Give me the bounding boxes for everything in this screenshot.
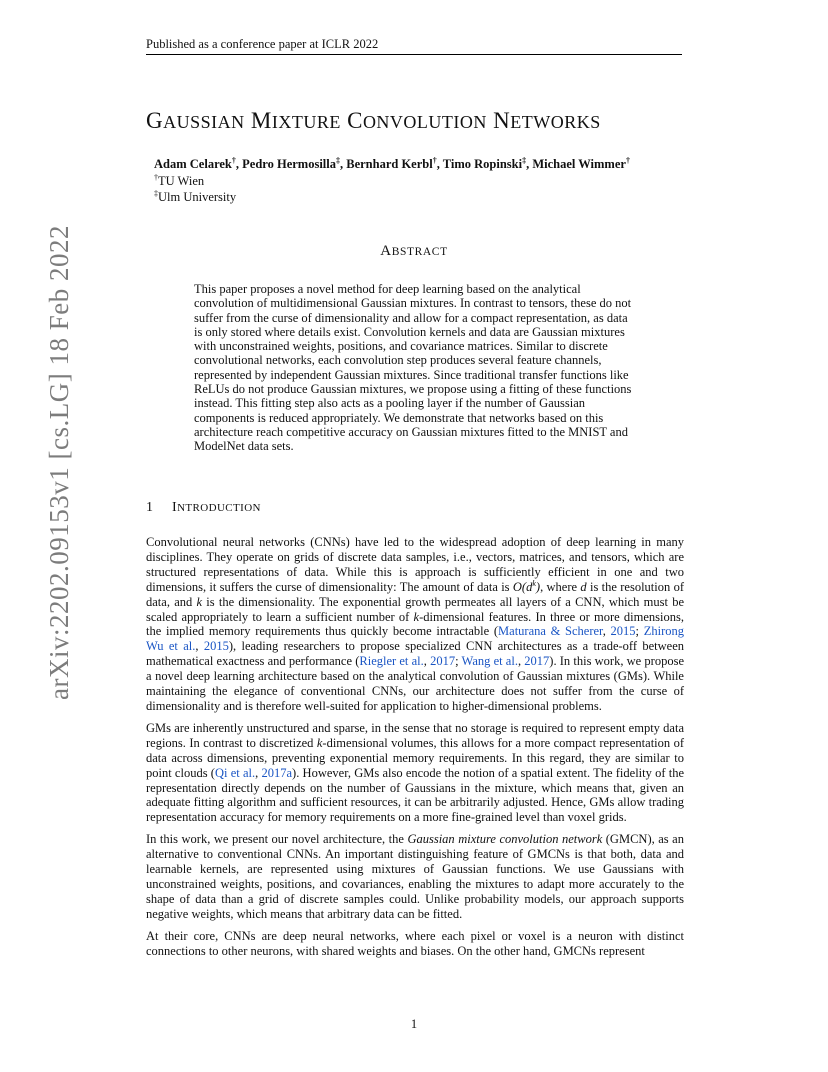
introduction-body	[146, 535, 684, 965]
arxiv-identifier-stamp: arXiv:2202.09153v1 [cs.LG] 18 Feb 2022	[44, 225, 74, 700]
affiliation-ulm: ‡Ulm University	[154, 188, 237, 204]
citation-link[interactable]: Zhirong Wu et al.	[146, 624, 684, 654]
author-name: Adam Celarek	[154, 157, 232, 171]
citation-link[interactable]: Riegler et al.	[359, 654, 424, 669]
author-name: Timo Ropinski	[442, 157, 523, 171]
section-number: 1	[146, 500, 154, 515]
paragraph: In this work, we present our novel architecture, the Gaussian mixture convolution network (GMCN), as an alternative to conventional CNNs. An important distinguishing feature of GMCNs is that both, data and learnable kernels, are represented using mixtures of Gaussian functions. We use Gaussians with unconstrained weights, positions, and covariances, enabling the mixtures to adapt more accurately to the shape of data than a grid of discrete samples could. Unlike probability models, our approach supports negative weights, which means that arbitrary data can be fitted.	[146, 832, 684, 921]
citation-link[interactable]: Maturana & Scherer	[498, 624, 603, 639]
author-list: Adam Celarek†, Pedro Hermosilla‡, Bernhard Kerbl†, Timo Ropinski‡, Michael Wimmer†	[154, 155, 630, 171]
author-name: Pedro Hermosilla	[242, 157, 336, 171]
paragraph: At their core, CNNs are deep neural networks, where each pixel or voxel is a neuron with distinct connections to other neurons, with shared weights and biases. On the other hand, GMCNs represent	[146, 928, 684, 958]
section-title: INTRODUCTION	[172, 500, 261, 515]
citation-link[interactable]: Qi et al.	[214, 765, 256, 780]
running-header: Published as a conference paper at ICLR 2022	[146, 36, 682, 55]
author-name: Bernhard Kerbl	[346, 157, 433, 171]
paper-title: GAUSSIAN MIXTURE CONVOLUTION NETWORKS	[146, 108, 601, 133]
author-name: Michael Wimmer	[532, 157, 626, 171]
citation-link[interactable]: 2015	[203, 639, 229, 654]
citation-link[interactable]: Wang et al.	[461, 654, 518, 669]
citation-link[interactable]: 2017	[430, 654, 456, 669]
citation-link[interactable]: 2017a	[261, 765, 293, 780]
paragraph: GMs are inherently unstructured and sparse, in the sense that no storage is required to represent empty data regions. In contrast to discretized k-dimensional volumes, this allows for a more compact representation of data across dimensions, preventing exponential memory requirements. In this regard, they are similar to point clouds (Qi et al., 2017a). However, GMs also encode the notion of a spatial extent. The fidelity of the representation directly depends on the number of Gaussians in the mixture, which means that, given an adequate fitting algorithm and sufficient resources, it can be arbitrarily adjusted. Hence, GMs allow trading representation accuracy for memory requirements on a more fine-grained level than voxel grids.	[146, 720, 685, 825]
affiliation-tu-wien: †TU Wien	[154, 172, 205, 188]
section-heading-introduction	[146, 500, 261, 516]
citation-link[interactable]: 2017	[524, 654, 550, 669]
page-number: 1	[410, 1017, 418, 1031]
abstract-text: This paper proposes a novel method for deep learning based on the analytical convolution of multidimensional Gaussian mixtures. In contrast to tensors, these do not suffer from the curse of dimensionality and allow for a compact representation, as data is only stored where details exist. Convolution kernels and data are Gaussian mixtures with unconstrained weights, positions, and covariance matrices. Similar to discrete convolutional networks, each convolution step produces several feature channels, represented by independent Gaussian mixtures. Since traditional transfer functions like ReLUs do not produce Gaussian mixtures, we propose using a fitting of these functions instead. This fitting step also acts as a pooling layer if the number of Gaussian components is reduced appropriately. We demonstrate that networks based on this architecture reach competitive accuracy on Gaussian mixtures fitted to the MNIST and ModelNet data sets.	[194, 282, 632, 454]
paragraph: Convolutional neural networks (CNNs) have led to the widespread adoption of deep learning in many disciplines. They operate on grids of discrete data samples, i.e., vectors, matrices, and tensors, which are structured representations of data. While this is approach is sufficiently efficient in one and two dimensions, it suffers the curse of dimensionality: The amount of data is $O(d^k)$, where d is the resolution of data, and k is the dimensionality. The exponential growth permeates all layers of a CNN, which must be scaled appropriately to learn a sufficient number of k-dimensional features. In three or more dimensions, the implied memory requirements thus quickly become intractable (Maturana & Scherer, 2015; Zhirong Wu et al., 2015), leading researchers to propose specialized CNN architectures as a trade-off between mathematical exactness and performance (Riegler et al., 2017; Wang et al., 2017). In this work, we propose a novel deep learning architecture based on the analytical convolution of Gaussian mixtures (GMs). While maintaining the elegance of conventional CNNs, our architecture does not suffer from the curse of dimensionality and is therefore well-suited for application to higher-dimensional problems.	[146, 535, 685, 713]
citation-link[interactable]: 2015	[610, 624, 636, 639]
abstract-heading: ABSTRACT	[380, 243, 448, 259]
